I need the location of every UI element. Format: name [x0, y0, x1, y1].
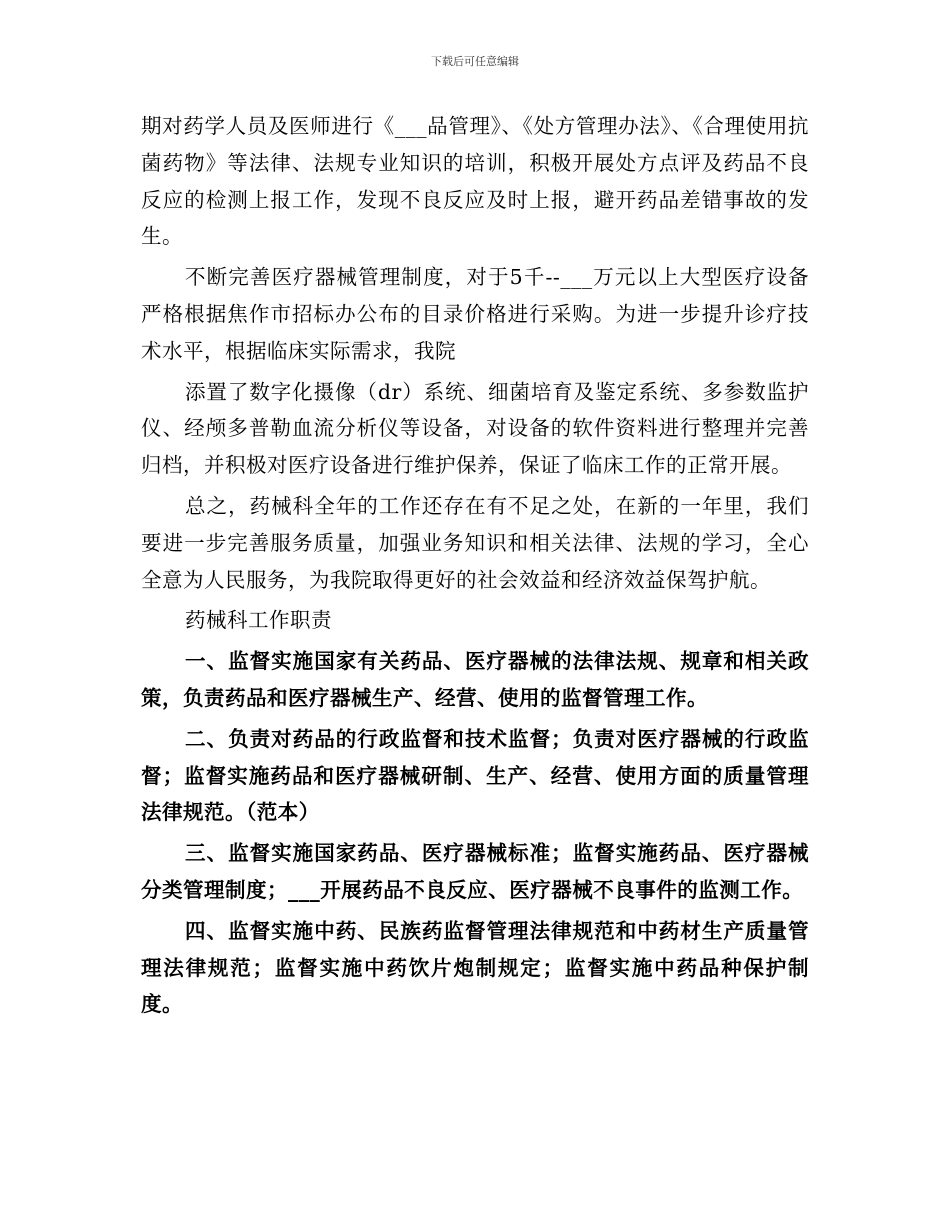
duty-item-2: 二、负责对药品的行政监督和技术监督；负责对医疗器械的行政监督；监督实施药品和医疗器械研制、生产、经营、使用方面的质量管理法律规范。（范本） — [141, 726, 809, 825]
section-title: 药械科工作职责 — [185, 608, 332, 633]
duty-item-4: 四、监督实施中药、民族药监督管理法律规范和中药材生产质量管理法律规范；监督实施中药饮片炮制规定；监督实施中药品种保护制度。 — [141, 918, 809, 1017]
document-body — [141, 108, 809, 1027]
duty-item-3: 三、监督实施国家药品、医疗器械标准；监督实施药品、医疗器械分类管理制度；___开展药品不良反应、医疗器械不良事件的监测工作。 — [141, 841, 809, 902]
paragraph-equipment-added: 添置了数字化摄像（dr）系统、细菌培育及鉴定系统、多参数监护仪、经颅多普勒血流分析仪等设备，对设备的软件资料进行整理并完善归档，并积极对医疗设备进行维护保养，保证了临床工作的正常开展。 — [141, 379, 809, 478]
duty-item-1: 一、监督实施国家有关药品、医疗器械的法律法规、规章和相关政策，负责药品和医疗器械生产、经营、使用的监督管理工作。 — [141, 649, 809, 710]
paragraph-training: 期对药学人员及医师进行《___品管理》、《处方管理办法》、《合理使用抗菌药物》等法律、法规专业知识的培训，积极开展处方点评及药品不良反应的检测上报工作，发现不良反应及时上报，避开药品差错事故的发生。 — [141, 114, 809, 249]
paragraph-summary: 总之，药械科全年的工作还存在有不足之处，在新的一年里，我们要进一步完善服务质量，加强业务知识和相关法律、法规的学习，全心全意为人民服务，为我院取得更好的社会效益和经济效益保驾护航。 — [141, 493, 809, 592]
page-header-note: 下载后可任意编辑 — [431, 55, 519, 68]
paragraph-equipment-procurement: 不断完善医疗器械管理制度，对于5千--___万元以上大型医疗设备严格根据焦作市招标办公布的目录价格进行采购。为进一步提升诊疗技术水平，根据临床实际需求，我院 — [141, 265, 809, 363]
